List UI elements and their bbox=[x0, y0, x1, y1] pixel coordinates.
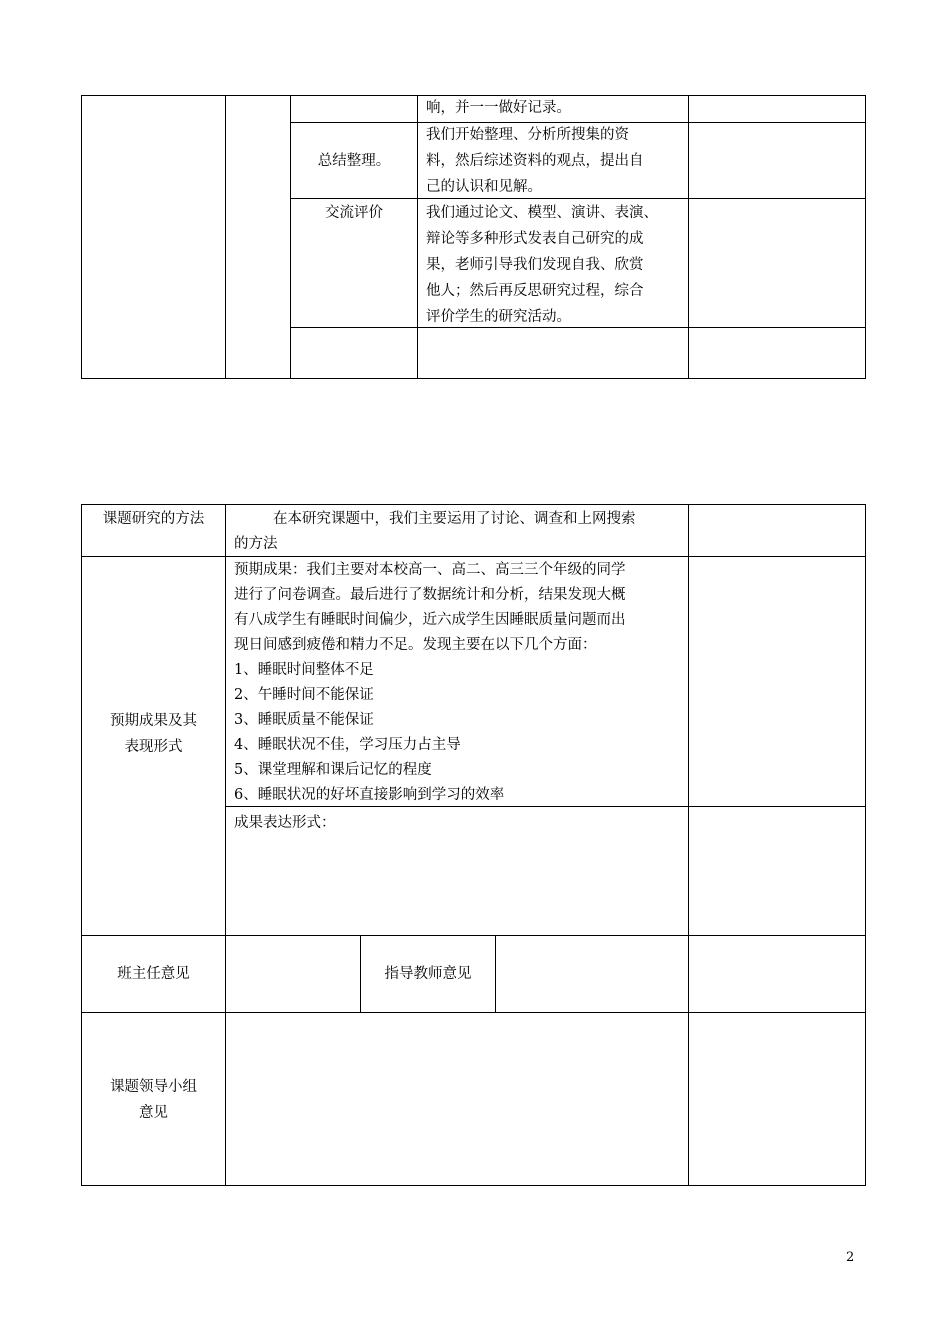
expected-label-line2: 表现形式 bbox=[124, 739, 183, 755]
head-teacher-label: 班主任意见 bbox=[117, 966, 190, 982]
expected-line3: 有八成学生有睡眠时间偏少，近六成学生因睡眠质量问题而出 bbox=[234, 612, 626, 628]
finding-5: 5、课堂理解和课后记忆的程度 bbox=[234, 762, 432, 778]
table1-row2-line2: 料，然后综述资料的观点，提出自 bbox=[426, 153, 644, 169]
table1-col1-cell bbox=[81, 95, 226, 379]
method-note-cell bbox=[688, 504, 866, 557]
page-number: 2 bbox=[846, 1250, 855, 1265]
form-label: 成果表达形式： bbox=[234, 815, 336, 831]
table1-row2-line1: 我们开始整理、分析所搜集的资 bbox=[426, 127, 629, 143]
leader-label-line2: 意见 bbox=[139, 1105, 168, 1121]
expected-line1: 预期成果：我们主要对本校高一、高二、高三三个年级的同学 bbox=[234, 562, 626, 578]
finding-2: 2、午睡时间不能保证 bbox=[234, 687, 374, 703]
table1-row4-stage-cell bbox=[290, 327, 418, 379]
finding-3: 3、睡眠质量不能保证 bbox=[234, 712, 374, 728]
finding-1: 1、睡眠时间整体不足 bbox=[234, 662, 374, 678]
expected-note-cell bbox=[688, 556, 866, 807]
table1-row3-note-cell bbox=[688, 198, 866, 328]
table1-row1-stage-cell bbox=[290, 95, 418, 123]
table1-row1-content: 响，并一一做好记录。 bbox=[426, 100, 571, 116]
table1-row2-note-cell bbox=[688, 122, 866, 199]
table1-row3-line3: 果，老师引导我们发现自我、欣赏 bbox=[426, 257, 644, 273]
table1-row2-line3: 己的认识和见解。 bbox=[426, 179, 542, 195]
form-note-cell bbox=[688, 806, 866, 936]
method-line1: 在本研究课题中，我们主要运用了讨论、调查和上网搜索 bbox=[273, 511, 636, 527]
head-teacher-opinion-cell bbox=[225, 935, 361, 1013]
expected-label-line1: 预期成果及其 bbox=[110, 713, 197, 729]
table1-row4-note-cell bbox=[688, 327, 866, 379]
table1-col2-cell bbox=[225, 95, 291, 379]
expected-line2: 进行了问卷调查。最后进行了数据统计和分析，结果发现大概 bbox=[234, 587, 626, 603]
table1-row2-stage: 总结整理。 bbox=[317, 153, 391, 169]
table1-row4-content-cell bbox=[417, 327, 689, 379]
advisor-opinion-cell bbox=[495, 935, 689, 1013]
table1-row3-line4: 他人；然后再反思研究过程，综合 bbox=[426, 283, 644, 299]
finding-4: 4、睡眠状况不佳，学习压力占主导 bbox=[234, 737, 461, 753]
table1-row3-line2: 辩论等多种形式发表自己研究的成 bbox=[426, 231, 644, 247]
table1-row3-stage: 交流评价 bbox=[325, 205, 383, 221]
opinion-note-cell bbox=[688, 935, 866, 1013]
leader-opinion-cell bbox=[225, 1012, 689, 1186]
finding-6: 6、睡眠状况的好坏直接影响到学习的效率 bbox=[234, 787, 505, 803]
table1-row3-line1: 我们通过论文、模型、演讲、表演、 bbox=[426, 205, 658, 221]
table1-row3-line5: 评价学生的研究活动。 bbox=[426, 309, 571, 325]
leader-note-cell bbox=[688, 1012, 866, 1186]
expected-line4: 现日间感到疲倦和精力不足。发现主要在以下几个方面： bbox=[234, 637, 597, 653]
table1-row1-note-cell bbox=[688, 95, 866, 123]
advisor-label: 指导教师意见 bbox=[384, 966, 472, 982]
method-line2: 的方法 bbox=[234, 536, 278, 552]
method-label: 课题研究的方法 bbox=[102, 511, 205, 527]
leader-label-line1: 课题领导小组 bbox=[110, 1079, 197, 1095]
